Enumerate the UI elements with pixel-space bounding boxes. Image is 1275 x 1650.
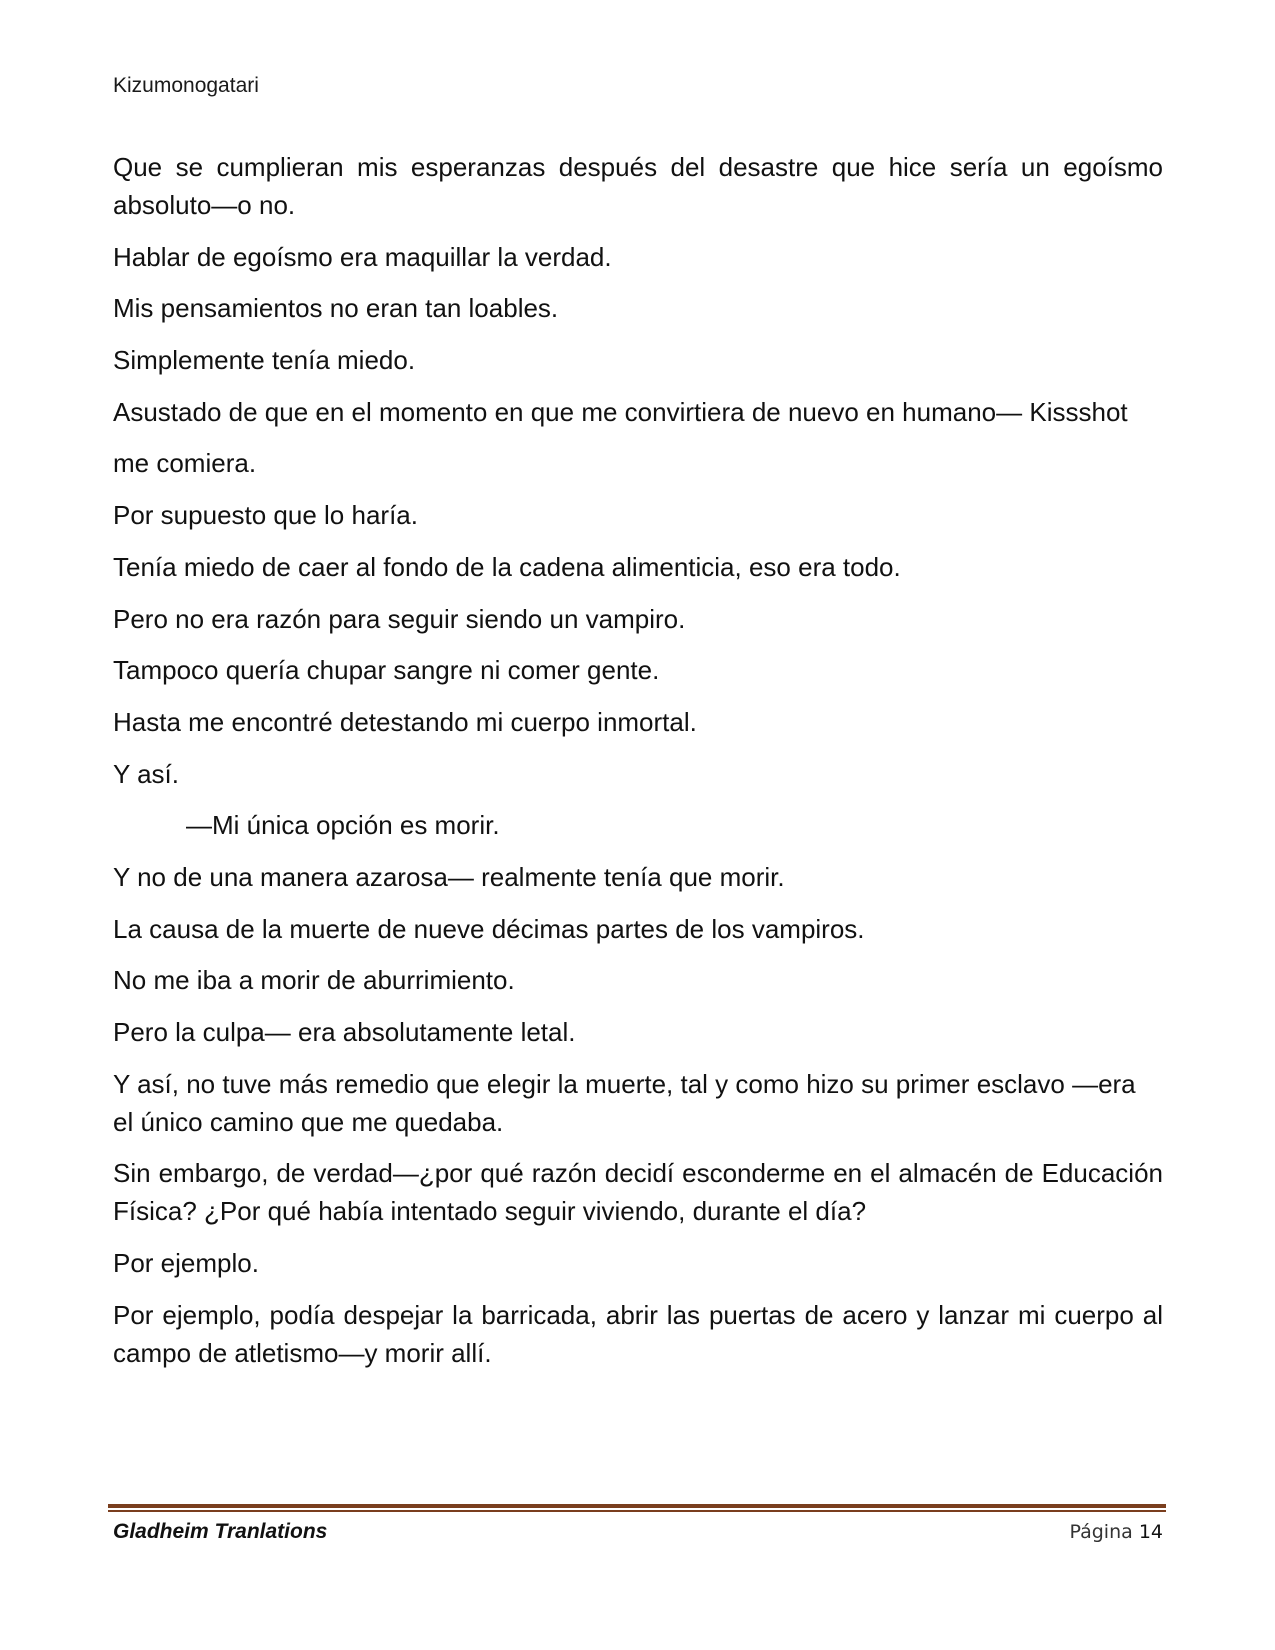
footer-page-number: 14 [1138, 1521, 1163, 1543]
paragraph: Por ejemplo, podía despejar la barricada, abrir las puertas de acero y lanzar mi cuerpo al campo de atletismo—y morir allí. [113, 1299, 1163, 1368]
paragraph: Que se cumplieran mis esperanzas después del desastre que hice sería un egoísmo absoluto—o no. [113, 152, 1163, 220]
paragraph: Asustado de que en el momento en que me convirtiera de nuevo en humano— Kissshot [113, 396, 1128, 427]
paragraph-dialogue: —Mi única opción es morir. [186, 810, 500, 841]
paragraph: Sin embargo, de verdad—¿por qué razón decidí esconderme en el almacén de Educación Física? ¿Por qué había intentado seguir viviendo, durante el día? [113, 1158, 1163, 1227]
paragraph: Y así, no tuve más remedio que elegir la muerte, tal y como hizo su primer esclavo —era el único camino que me quedaba. [113, 1068, 1136, 1137]
footer-divider-thin-line [108, 1510, 1166, 1512]
paragraph: me comiera. [113, 448, 257, 479]
paragraph: Hablar de egoísmo era maquillar la verdad. [113, 241, 612, 272]
body-text [113, 148, 1163, 1385]
paragraph: Mis pensamientos no eran tan loables. [113, 293, 559, 324]
paragraph: Hasta me encontré detestando mi cuerpo inmortal. [113, 706, 697, 737]
paragraph: Y así. [113, 758, 180, 789]
paragraph: Tenía miedo de caer al fondo de la cadena alimenticia, eso era todo. [113, 551, 901, 582]
footer-page-indicator [1069, 1518, 1163, 1546]
footer-translator-credit: Gladheim Tranlations [113, 1520, 328, 1543]
footer-divider [108, 1504, 1166, 1513]
paragraph: Pero no era razón para seguir siendo un vampiro. [113, 603, 686, 634]
paragraph: Por supuesto que lo haría. [113, 500, 418, 531]
paragraph: No me iba a morir de aburrimiento. [113, 965, 515, 996]
paragraph: La causa de la muerte de nueve décimas partes de los vampiros. [113, 913, 865, 944]
paragraph: Por ejemplo. [113, 1248, 259, 1279]
paragraph: Y no de una manera azarosa— realmente tenía que morir. [113, 861, 785, 892]
paragraph: Tampoco quería chupar sangre ni comer gente. [113, 655, 660, 686]
running-header-title: Kizumonogatari [113, 74, 259, 97]
paragraph: Simplemente tenía miedo. [113, 345, 416, 376]
footer-divider-thick-line [108, 1504, 1166, 1508]
paragraph: Pero la culpa— era absolutamente letal. [113, 1017, 576, 1047]
footer-page-label: Página [1069, 1521, 1133, 1543]
